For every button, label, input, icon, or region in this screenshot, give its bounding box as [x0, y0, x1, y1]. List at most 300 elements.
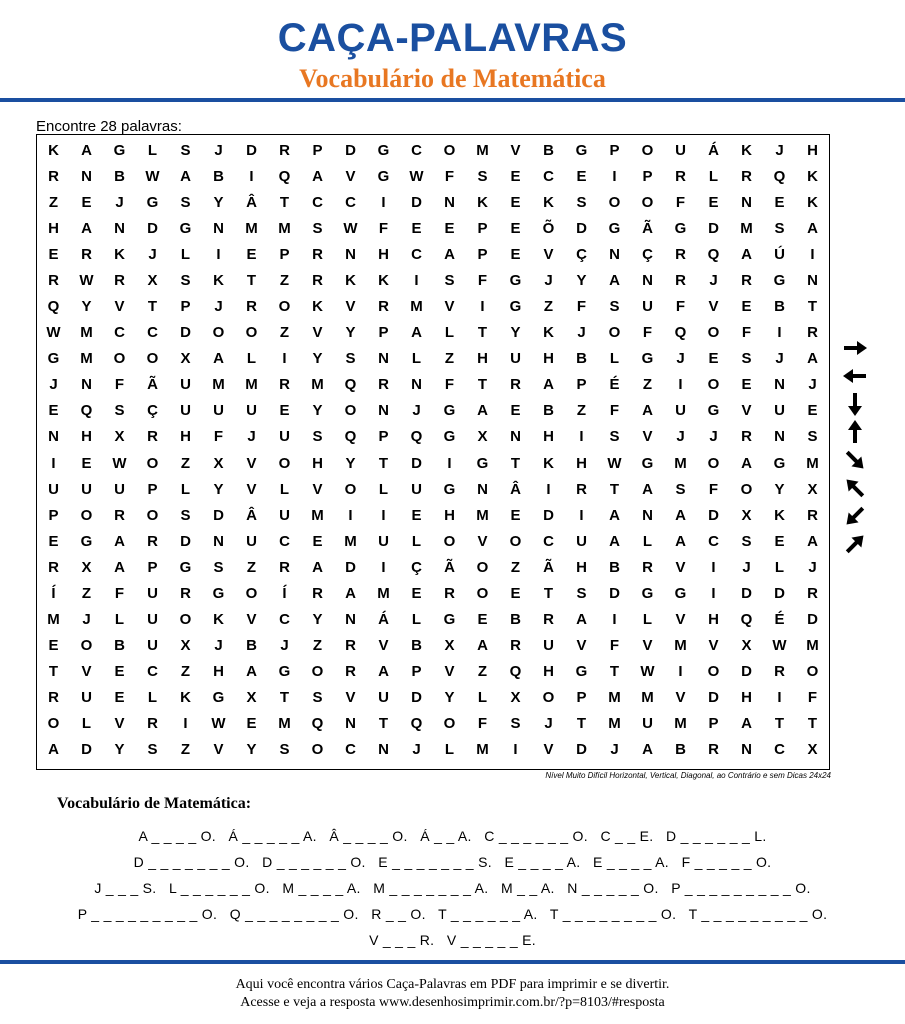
grid-cell: O [707, 454, 720, 472]
grid-cell: Y [81, 298, 92, 316]
grid-cell: P [180, 298, 191, 316]
grid-cell: L [147, 141, 158, 159]
grid-cell: R [642, 558, 653, 576]
grid-cell: T [477, 324, 488, 342]
grid-cell: J [808, 558, 817, 576]
grid-cell: F [807, 689, 818, 707]
grid-cell: Q [311, 715, 324, 733]
grid-cell: T [543, 584, 554, 602]
word-search-grid [36, 134, 830, 770]
grid-cell: D [576, 219, 587, 237]
grid-cell: E [774, 532, 785, 550]
grid-cell: J [544, 715, 553, 733]
grid-cell: F [444, 376, 455, 394]
grid-cell: A [609, 506, 620, 524]
grid-cell: N [774, 376, 785, 394]
grid-cell: O [740, 480, 753, 498]
grid-cell: E [510, 245, 521, 263]
grid-cell: U [378, 689, 389, 707]
grid-cell: Ç [642, 245, 653, 263]
grid-cell: A [81, 141, 92, 159]
grid-cell: L [411, 611, 422, 629]
grid-cell: F [114, 376, 125, 394]
grid-cell: Â [510, 480, 521, 498]
grid-cell: Q [509, 663, 522, 681]
grid-cell: C [114, 324, 125, 342]
grid-cell: Q [674, 324, 687, 342]
grid-cell: E [411, 506, 422, 524]
grid-cell: W [211, 715, 226, 733]
grid-cell: U [147, 637, 158, 655]
grid-cell: S [345, 350, 356, 368]
grid-cell: J [82, 611, 91, 629]
grid-cell: Q [47, 298, 60, 316]
grid-cell: M [674, 637, 687, 655]
grid-cell: E [48, 402, 59, 420]
page-subtitle: Vocabulário de Matemática [299, 64, 606, 93]
grid-cell: R [675, 167, 686, 185]
grid-cell: O [47, 715, 60, 733]
grid-cell: L [609, 350, 620, 368]
grid-cell: Z [543, 298, 554, 316]
grid-cell: H [543, 663, 554, 681]
grid-cell: E [48, 532, 59, 550]
grid-cell: R [807, 584, 818, 602]
vocabulary-clues [0, 823, 905, 953]
grid-cell: L [642, 611, 653, 629]
grid-cell: J [610, 741, 619, 759]
grid-cell: Y [114, 741, 125, 759]
grid-cell: A [576, 611, 587, 629]
grid-cell: P [642, 167, 653, 185]
grid-cell: G [509, 271, 522, 289]
grid-cell: D [543, 506, 554, 524]
grid-cell: Í [282, 584, 287, 602]
grid-cell: I [579, 428, 584, 446]
arrow-left-icon [840, 364, 870, 388]
grid-cell: K [378, 271, 389, 289]
grid-cell: R [345, 637, 356, 655]
grid-cell: V [312, 324, 323, 342]
grid-cell: G [476, 454, 489, 472]
grid-cell: R [675, 245, 686, 263]
grid-cell: J [808, 376, 817, 394]
clue-line: D _ _ _ _ _ _ _ O. D _ _ _ _ _ _ O. E _ _ _ _ _ _ _ S. E _ _ _ _ A. E _ _ _ _ A. F _ _ _ _ _ O. [133, 854, 772, 870]
grid-cell: U [774, 402, 785, 420]
grid-cell: M [410, 298, 423, 316]
grid-cell: U [378, 532, 389, 550]
grid-cell: Q [344, 376, 357, 394]
grid-cell: F [114, 584, 125, 602]
grid-cell: L [411, 532, 422, 550]
grid-cell: Y [774, 480, 785, 498]
grid-cell: P [147, 558, 158, 576]
grid-cell: F [477, 715, 488, 733]
grid-cell: E [444, 219, 455, 237]
grid-cell: N [114, 219, 125, 237]
grid-cell: O [278, 454, 291, 472]
grid-cell: Y [576, 271, 587, 289]
grid-cell: P [378, 428, 389, 446]
grid-cell: W [46, 324, 61, 342]
grid-cell: F [675, 298, 686, 316]
grid-cell: A [48, 741, 59, 759]
grid-cell: E [708, 193, 719, 211]
grid-cell: C [411, 245, 422, 263]
grid-cell: B [609, 558, 620, 576]
grid-cell: U [642, 298, 653, 316]
grid-cell: V [246, 454, 257, 472]
grid-cell: I [711, 584, 716, 602]
grid-cell: E [48, 637, 59, 655]
grid-cell: O [509, 532, 522, 550]
grid-cell: Q [344, 428, 357, 446]
grid-cell: T [279, 689, 290, 707]
grid-cell: B [543, 141, 554, 159]
grid-cell: D [345, 141, 356, 159]
grid-cell: V [246, 611, 257, 629]
grid-cell: J [577, 324, 586, 342]
grid-cell: D [180, 324, 191, 342]
grid-cell: W [409, 167, 424, 185]
grid-cell: E [510, 193, 521, 211]
grid-cell: D [411, 689, 422, 707]
grid-cell: G [575, 141, 588, 159]
grid-cell: P [378, 324, 389, 342]
grid-cell: C [543, 532, 554, 550]
grid-cell: E [807, 402, 818, 420]
grid-cell: K [543, 454, 554, 472]
grid-cell: U [147, 584, 158, 602]
grid-cell: E [708, 350, 719, 368]
difficulty-note: Nível Muito Difícil Horizontal, Vertical, Diagonal, ao Contrário e sem Dicas 24x24 [545, 771, 831, 780]
grid-cell: V [81, 663, 92, 681]
grid-cell: U [213, 402, 224, 420]
grid-cell: E [411, 584, 422, 602]
grid-cell: I [216, 245, 221, 263]
grid-cell: I [612, 611, 617, 629]
grid-cell: E [246, 715, 257, 733]
grid-cell: D [345, 558, 356, 576]
grid-cell: O [113, 350, 126, 368]
grid-cell: G [641, 454, 654, 472]
grid-cell: C [312, 193, 323, 211]
grid-cell: L [444, 324, 455, 342]
arrow-up-right-icon [840, 532, 870, 556]
grid-cell: V [642, 637, 653, 655]
grid-cell: U [81, 480, 92, 498]
clue-line: A _ _ _ _ O. Á _ _ _ _ _ A. Â _ _ _ _ O. Á _ _ A. C _ _ _ _ _ _ O. C _ _ E. D _ _ _ _ _ _ L. [138, 828, 767, 844]
grid-cell: U [147, 611, 158, 629]
grid-cell: G [179, 558, 192, 576]
grid-cell: J [280, 637, 289, 655]
grid-cell: N [345, 715, 356, 733]
grid-cell: V [378, 637, 389, 655]
grid-cell: G [674, 219, 687, 237]
grid-cell: E [114, 689, 125, 707]
grid-cell: L [114, 611, 125, 629]
grid-cell: M [80, 324, 93, 342]
bottom-divider [0, 960, 905, 964]
grid-cell: O [278, 298, 291, 316]
grid-cell: N [345, 245, 356, 263]
grid-cell: P [312, 141, 323, 159]
grid-cell: U [675, 141, 686, 159]
grid-cell: I [612, 167, 617, 185]
grid-cell: N [378, 402, 389, 420]
grid-cell: J [214, 298, 223, 316]
grid-cell: R [147, 428, 158, 446]
grid-cell: B [774, 298, 785, 316]
grid-cell: J [775, 350, 784, 368]
grid-cell: X [81, 558, 92, 576]
grid-cell: G [377, 167, 390, 185]
grid-cell: Y [510, 324, 521, 342]
grid-cell: K [180, 689, 191, 707]
grid-cell: E [741, 298, 752, 316]
grid-cell: U [411, 480, 422, 498]
grid-cell: Ç [411, 558, 422, 576]
grid-cell: X [477, 428, 488, 446]
grid-cell: I [348, 506, 353, 524]
grid-cell: E [510, 167, 521, 185]
grid-cell: E [510, 584, 521, 602]
grid-cell: G [773, 271, 786, 289]
grid-cell: S [741, 532, 752, 550]
grid-cell: R [807, 324, 818, 342]
grid-cell: S [741, 350, 752, 368]
grid-cell: A [741, 454, 752, 472]
grid-cell: N [345, 611, 356, 629]
arrow-down-left-icon [840, 504, 870, 528]
grid-cell: X [180, 350, 191, 368]
grid-cell: E [81, 193, 92, 211]
grid-cell: N [642, 271, 653, 289]
grid-cell: G [707, 402, 720, 420]
grid-cell: U [543, 637, 554, 655]
grid-cell: V [708, 637, 719, 655]
grid-cell: O [707, 663, 720, 681]
grid-cell: J [676, 428, 685, 446]
grid-cell: S [576, 193, 587, 211]
grid-cell: R [279, 376, 290, 394]
grid-cell: E [279, 402, 290, 420]
grid-cell: E [312, 532, 323, 550]
grid-cell: B [675, 741, 686, 759]
grid-cell: D [774, 584, 785, 602]
grid-cell: G [443, 428, 456, 446]
grid-cell: H [576, 558, 587, 576]
grid-cell: D [213, 506, 224, 524]
grid-cell: O [344, 402, 357, 420]
grid-cell: P [609, 141, 620, 159]
grid-cell: L [411, 350, 422, 368]
grid-cell: D [609, 584, 620, 602]
grid-cell: R [741, 271, 752, 289]
grid-cell: V [510, 141, 521, 159]
grid-cell: F [642, 324, 653, 342]
grid-cell: J [676, 350, 685, 368]
grid-cell: R [114, 271, 125, 289]
grid-cell: I [678, 376, 683, 394]
grid-cell: Y [345, 454, 356, 472]
grid-cell: E [81, 454, 92, 472]
grid-cell: J [49, 376, 58, 394]
grid-cell: I [51, 454, 56, 472]
grid-cell: V [741, 402, 752, 420]
arrow-up-icon [840, 420, 870, 444]
grid-cell: Ú [774, 245, 785, 263]
grid-cell: O [344, 480, 357, 498]
grid-cell: V [543, 741, 554, 759]
grid-cell: K [114, 245, 125, 263]
grid-cell: I [513, 741, 518, 759]
grid-cell: V [675, 611, 686, 629]
grid-cell: Õ [542, 219, 555, 237]
grid-cell: Q [410, 428, 423, 446]
grid-cell: S [576, 584, 587, 602]
grid-cell: R [741, 428, 752, 446]
grid-cell: Q [740, 611, 753, 629]
grid-cell: A [246, 663, 257, 681]
grid-cell: I [777, 689, 782, 707]
grid-cell: A [312, 558, 323, 576]
grid-cell: G [47, 350, 60, 368]
grid-cell: I [810, 245, 815, 263]
grid-cell: I [579, 506, 584, 524]
grid-cell: A [444, 245, 455, 263]
grid-cell: M [641, 689, 654, 707]
grid-cell: N [807, 271, 818, 289]
clue-line: P _ _ _ _ _ _ _ _ _ O. Q _ _ _ _ _ _ _ _ O. R _ _ O. T _ _ _ _ _ _ A. T _ _ _ _ _ _ _ _ O. T _ _ _ _ _ _ _ _ _ O. [77, 906, 828, 922]
grid-cell: M [245, 219, 258, 237]
grid-cell: V [444, 298, 455, 316]
grid-cell: G [146, 193, 159, 211]
grid-cell: L [147, 689, 158, 707]
grid-cell: D [180, 532, 191, 550]
grid-cell: Ã [444, 558, 455, 576]
grid-cell: H [312, 454, 323, 472]
grid-cell: F [609, 637, 620, 655]
grid-cell: K [543, 193, 554, 211]
grid-cell: L [81, 715, 92, 733]
arrow-up-left-icon [840, 476, 870, 500]
grid-cell: R [246, 298, 257, 316]
grid-cell: B [114, 167, 125, 185]
grid-cell: S [312, 689, 323, 707]
grid-cell: N [477, 480, 488, 498]
grid-cell: Z [444, 350, 455, 368]
grid-cell: V [345, 689, 356, 707]
grid-cell: G [443, 480, 456, 498]
grid-cell: P [411, 663, 422, 681]
grid-cell: Z [180, 454, 191, 472]
grid-cell: O [146, 350, 159, 368]
grid-cell: S [477, 167, 488, 185]
grid-cell: A [609, 271, 620, 289]
grid-cell: S [114, 402, 125, 420]
grid-cell: O [707, 376, 720, 394]
grid-cell: Y [213, 193, 224, 211]
arrow-down-right-icon [840, 448, 870, 472]
grid-cell: F [741, 324, 752, 342]
grid-cell: O [608, 324, 621, 342]
grid-cell: T [609, 663, 620, 681]
grid-cell: B [510, 611, 521, 629]
grid-cell: P [477, 245, 488, 263]
grid-cell: P [576, 689, 587, 707]
grid-cell: D [807, 611, 818, 629]
top-divider [0, 98, 905, 102]
grid-cell: O [542, 689, 555, 707]
grid-cell: C [147, 663, 158, 681]
grid-cell: C [708, 532, 719, 550]
grid-cell: M [476, 141, 489, 159]
grid-cell: A [114, 558, 125, 576]
grid-cell: V [345, 167, 356, 185]
grid-cell: Â [246, 193, 257, 211]
footer [0, 976, 905, 1012]
grid-cell: D [246, 141, 257, 159]
grid-cell: T [147, 298, 158, 316]
grid-cell: A [807, 219, 818, 237]
grid-cell: K [477, 193, 488, 211]
direction-legend [838, 336, 878, 566]
grid-cell: M [674, 454, 687, 472]
grid-cell: R [279, 141, 290, 159]
grid-cell: E [741, 376, 752, 394]
grid-cell: O [179, 611, 192, 629]
grid-cell: R [48, 558, 59, 576]
grid-cell: B [213, 167, 224, 185]
grid-cell: K [48, 141, 59, 159]
grid-cell: B [576, 350, 587, 368]
grid-cell: Q [773, 167, 786, 185]
grid-cell: M [806, 454, 819, 472]
grid-cell: V [675, 558, 686, 576]
footer-line-1: Aqui você encontra vários Caça-Palavras em PDF para imprimir e se divertir. [235, 977, 670, 992]
vocabulary-title: Vocabulário de Matemática: [57, 795, 252, 812]
grid-cell: S [609, 298, 620, 316]
grid-cell: N [510, 428, 521, 446]
grid-cell: J [742, 558, 751, 576]
grid-cell: K [213, 271, 224, 289]
grid-cell: M [740, 219, 753, 237]
grid-cell: D [708, 506, 719, 524]
grid-cell: G [443, 402, 456, 420]
grid-cell: Z [48, 193, 59, 211]
grid-cell: F [609, 402, 620, 420]
grid-cell: H [81, 428, 92, 446]
grid-cell: Ã [147, 376, 158, 394]
grid-cell: S [675, 480, 686, 498]
grid-cell: H [477, 350, 488, 368]
grid-cell: A [114, 532, 125, 550]
grid-cell: Z [576, 402, 587, 420]
grid-cell: M [806, 637, 819, 655]
grid-cell: K [807, 193, 818, 211]
grid-cell: M [311, 376, 324, 394]
grid-cell: O [443, 715, 456, 733]
grid-cell: U [180, 376, 191, 394]
grid-cell: U [246, 402, 257, 420]
grid-cell: M [608, 689, 621, 707]
grid-cell: E [48, 245, 59, 263]
grid-cell: U [279, 428, 290, 446]
grid-cell: A [180, 167, 191, 185]
grid-cell: C [411, 141, 422, 159]
grid-cell: D [411, 193, 422, 211]
